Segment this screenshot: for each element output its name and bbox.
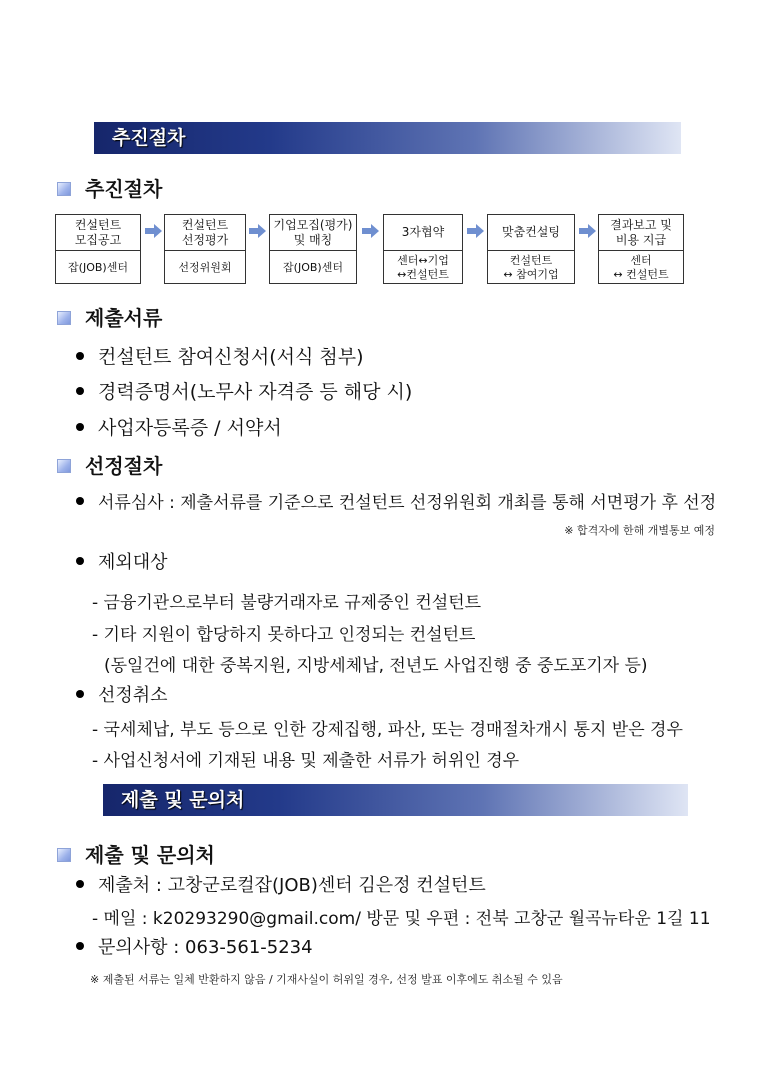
- doc-item-text: 사업자등록증 / 서약서: [98, 417, 282, 439]
- section-label: 제출 및 문의처: [85, 843, 215, 867]
- section-label: 추진절차: [85, 177, 163, 201]
- flow-step-title: 컨설턴트 모집공고: [56, 215, 140, 251]
- flow-step-1: [55, 214, 141, 284]
- exclusion-detail: (동일건에 대한 중복지원, 지방세체납, 전년도 사업진행 중 중도포기자 등): [104, 656, 648, 676]
- exclusion-item: - 기타 지원이 합당하지 못하다고 인정되는 컨설턴트: [92, 625, 476, 645]
- cancel-title: 선정취소: [98, 685, 168, 706]
- inquiry-text: 문의사항 : 063-561-5234: [98, 937, 313, 958]
- review-text: 서류심사 : 제출서류를 기준으로 컨설턴트 선정위원회 개최를 통해 서면평가 후 선정: [98, 493, 717, 513]
- banner-title: 제출 및 문의처: [121, 789, 245, 811]
- flow-step-4: [383, 214, 463, 284]
- section-label: 선정절차: [85, 454, 163, 478]
- flow-step-actor: 잡(JOB)센터: [68, 261, 128, 274]
- list-item: [76, 548, 168, 574]
- list-item: [76, 681, 168, 707]
- flow-step-actor: 센터↔기업 ↔컨설턴트: [397, 254, 449, 281]
- cancel-item: - 사업신청서에 기재된 내용 및 제출한 서류가 허위인 경우: [92, 751, 520, 771]
- flow-step-actor: 센터 ↔ 컨설턴트: [613, 254, 669, 281]
- arrow-right-icon: [362, 224, 379, 238]
- bullet-dot-icon: [76, 423, 84, 431]
- square-bullet-icon: [57, 311, 71, 325]
- bullet-dot-icon: [76, 557, 84, 565]
- bullet-dot-icon: [76, 387, 84, 395]
- arrow-right-icon: [145, 224, 162, 238]
- section-banner-procedure: [94, 122, 681, 154]
- section-title-documents: [57, 302, 162, 331]
- flow-step-title: 결과보고 및 비용 지급: [599, 215, 683, 251]
- list-item: [76, 488, 716, 513]
- section-title-procedure: [57, 173, 162, 202]
- bullet-dot-icon: [76, 690, 84, 698]
- flow-step-6: [598, 214, 684, 284]
- bullet-dot-icon: [76, 942, 84, 950]
- bullet-dot-icon: [76, 352, 84, 360]
- flow-step-title: 컨설턴트 선정평가: [165, 215, 245, 251]
- flow-step-title: 3자협약: [384, 215, 462, 251]
- flow-step-actor: 선정위원회: [178, 261, 232, 274]
- contact-detail: - 메일 : k20293290@gmail.com/ 방문 및 우편 : 전북 고창군 월곡뉴타운 1길 11: [92, 909, 711, 929]
- list-item: [76, 871, 486, 897]
- list-item: [76, 377, 412, 404]
- submit-to-text: 제출처 : 고창군로컬잡(JOB)센터 김은정 컨설턴트: [98, 875, 486, 896]
- section-banner-contact: [103, 784, 688, 816]
- arrow-right-icon: [249, 224, 266, 238]
- bullet-dot-icon: [76, 497, 84, 505]
- flow-step-5: [487, 214, 575, 284]
- list-item: [76, 413, 282, 440]
- arrow-right-icon: [579, 224, 596, 238]
- flow-step-title: 기업모집(평가) 및 매칭: [270, 215, 356, 251]
- cancel-item: - 국세체납, 부도 등으로 인한 강제집행, 파산, 또는 경매절차개시 통지 받은 경우: [92, 720, 683, 740]
- exclusion-item: - 금융기관으로부터 불량거래자로 규제중인 컨설턴트: [92, 593, 482, 613]
- flow-step-2: [164, 214, 246, 284]
- flow-step-3: [269, 214, 357, 284]
- arrow-right-icon: [467, 224, 484, 238]
- bullet-dot-icon: [76, 880, 84, 888]
- footer-note: ※ 제출된 서류는 일체 반환하지 않음 / 기재사실이 허위일 경우, 선정 발표 이후에도 취소될 수 있음: [90, 973, 563, 986]
- review-note: ※ 합격자에 한해 개별통보 예정: [564, 524, 715, 537]
- flow-step-actor: 컨설턴트 ↔ 참여기업: [503, 254, 559, 281]
- flow-step-title: 맞춤컨설팅: [488, 215, 574, 251]
- list-item: [76, 933, 313, 959]
- square-bullet-icon: [57, 182, 71, 196]
- doc-item-text: 컨설턴트 참여신청서(서식 첨부): [98, 346, 364, 368]
- square-bullet-icon: [57, 848, 71, 862]
- square-bullet-icon: [57, 459, 71, 473]
- list-item: [76, 342, 364, 369]
- banner-title: 추진절차: [112, 127, 186, 149]
- doc-item-text: 경력증명서(노무사 자격증 등 해당 시): [98, 381, 413, 403]
- flow-step-actor: 잡(JOB)센터: [283, 261, 343, 274]
- section-label: 제출서류: [85, 306, 163, 330]
- section-title-selection: [57, 450, 162, 479]
- exclusion-title: 제외대상: [98, 552, 168, 573]
- section-title-contact: [57, 839, 215, 868]
